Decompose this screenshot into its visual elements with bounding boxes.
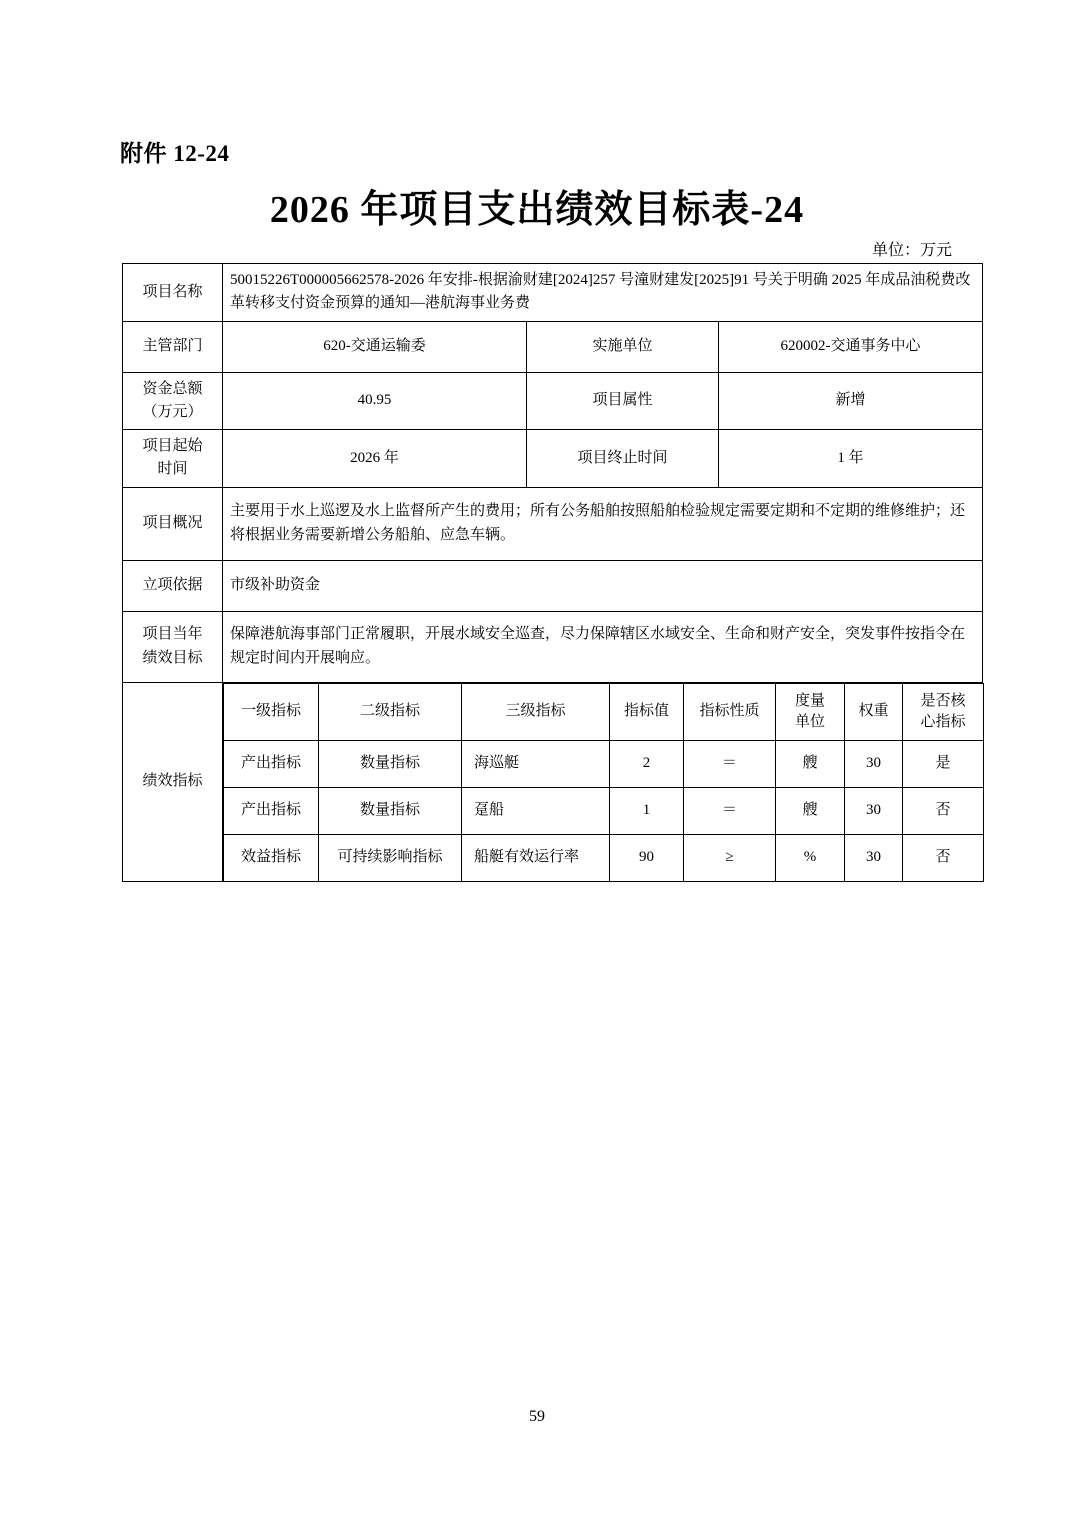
row-label-start-time-line2: 时间 bbox=[157, 461, 188, 478]
row-label-funds-line2: （万元） bbox=[142, 403, 203, 420]
row-value-department: 620-交通运输委 bbox=[223, 321, 527, 372]
indicators-header-core-line2: 心指标 bbox=[920, 713, 966, 730]
cell-nature: ＝ bbox=[684, 740, 776, 787]
row-value-overview: 主要用于水上巡逻及水上监督所产生的费用；所有公务船舶按照船舶检验规定需要定期和不定期的维修维护；还将根据业务需要新增公务船舶、应急车辆。 bbox=[223, 487, 983, 560]
indicators-header-unit-line1: 度量 bbox=[794, 693, 825, 710]
row-value-annual-goal: 保障港航海事部门正常履职，开展水域安全巡查，尽力保障辖区水域安全、生命和财产安全，突发事件按指令在规定时间内开展响应。 bbox=[223, 611, 983, 682]
attachment-label: 附件 12-24 bbox=[120, 141, 230, 166]
indicators-header-weight: 权重 bbox=[845, 683, 903, 740]
cell-core: 否 bbox=[903, 834, 984, 881]
table-row-basis bbox=[123, 560, 983, 611]
row-label-project-name: 项目名称 bbox=[123, 264, 223, 322]
row-value-start-time: 2026 年 bbox=[223, 430, 527, 488]
row-label-end-time: 项目终止时间 bbox=[527, 430, 719, 488]
row-label-implementing-unit: 实施单位 bbox=[527, 321, 719, 372]
table-row bbox=[224, 740, 984, 787]
cell-value: 2 bbox=[610, 740, 684, 787]
row-label-overview: 项目概况 bbox=[123, 487, 223, 560]
indicators-header-value: 指标值 bbox=[610, 683, 684, 740]
table-row-overview bbox=[123, 487, 983, 560]
table-row-annual-goal bbox=[123, 611, 983, 682]
table-row bbox=[224, 834, 984, 881]
row-label-department: 主管部门 bbox=[123, 321, 223, 372]
cell-level3: 趸船 bbox=[462, 787, 610, 834]
indicators-header-level2: 二级指标 bbox=[319, 683, 462, 740]
indicators-header-level3: 三级指标 bbox=[462, 683, 610, 740]
cell-nature: ≥ bbox=[684, 834, 776, 881]
indicators-header-core bbox=[903, 683, 984, 740]
table-row-indicators bbox=[123, 682, 983, 882]
cell-weight: 30 bbox=[845, 740, 903, 787]
row-label-indicators: 绩效指标 bbox=[123, 682, 223, 882]
row-label-funds-line1: 资金总额 bbox=[142, 380, 203, 397]
table-row bbox=[224, 787, 984, 834]
indicators-header-level1: 一级指标 bbox=[224, 683, 319, 740]
page-title: 2026 年项目支出绩效目标表-24 bbox=[269, 189, 805, 231]
indicators-table bbox=[223, 683, 984, 882]
row-value-funds: 40.95 bbox=[223, 372, 527, 430]
cell-level1: 产出指标 bbox=[224, 740, 319, 787]
cell-level1: 效益指标 bbox=[224, 834, 319, 881]
table-row-department bbox=[123, 321, 983, 372]
cell-level1: 产出指标 bbox=[224, 787, 319, 834]
unit-note: 单位：万元 bbox=[871, 242, 952, 259]
performance-goal-table bbox=[122, 263, 983, 882]
row-value-project-attribute: 新增 bbox=[719, 372, 983, 430]
cell-level2: 数量指标 bbox=[319, 740, 462, 787]
cell-core: 否 bbox=[903, 787, 984, 834]
row-value-implementing-unit: 620002-交通事务中心 bbox=[719, 321, 983, 372]
cell-unit: % bbox=[776, 834, 845, 881]
row-value-project-name: 50015226T000005662578-2026 年安排-根据渝财建[2024]257 号潼财建发[2025]91 号关于明确 2025 年成品油税费改革转移支付资金预算的通知—港航海事业务费 bbox=[223, 264, 983, 322]
cell-level3: 船艇有效运行率 bbox=[462, 834, 610, 881]
indicators-header-unit bbox=[776, 683, 845, 740]
table-row-project-name bbox=[123, 264, 983, 322]
row-value-end-time: 1 年 bbox=[719, 430, 983, 488]
row-label-annual-goal-line1: 项目当年 bbox=[142, 626, 203, 643]
indicators-header-core-line1: 是否核 bbox=[920, 693, 966, 710]
cell-value: 90 bbox=[610, 834, 684, 881]
row-label-start-time bbox=[123, 430, 223, 488]
row-label-start-time-line1: 项目起始 bbox=[142, 438, 203, 454]
indicators-header-nature: 指标性质 bbox=[684, 683, 776, 740]
row-label-project-attribute: 项目属性 bbox=[527, 372, 719, 430]
cell-level2: 数量指标 bbox=[319, 787, 462, 834]
indicators-header-unit-line2: 单位 bbox=[794, 713, 825, 730]
row-label-basis: 立项依据 bbox=[123, 560, 223, 611]
table-row-funds bbox=[123, 372, 983, 430]
cell-level2: 可持续影响指标 bbox=[319, 834, 462, 881]
cell-level3: 海巡艇 bbox=[462, 740, 610, 787]
cell-weight: 30 bbox=[845, 834, 903, 881]
cell-nature: ＝ bbox=[684, 787, 776, 834]
table-row-start-time bbox=[123, 430, 983, 488]
row-label-annual-goal-line2: 绩效目标 bbox=[142, 649, 203, 666]
cell-value: 1 bbox=[610, 787, 684, 834]
cell-unit: 艘 bbox=[776, 787, 845, 834]
page-number: 59 bbox=[529, 1408, 545, 1425]
indicators-cell bbox=[223, 682, 983, 882]
row-label-funds bbox=[123, 372, 223, 430]
cell-weight: 30 bbox=[845, 787, 903, 834]
indicators-header-row bbox=[224, 683, 984, 740]
row-value-basis: 市级补助资金 bbox=[223, 560, 983, 611]
cell-unit: 艘 bbox=[776, 740, 845, 787]
row-label-annual-goal bbox=[123, 611, 223, 682]
cell-core: 是 bbox=[903, 740, 984, 787]
